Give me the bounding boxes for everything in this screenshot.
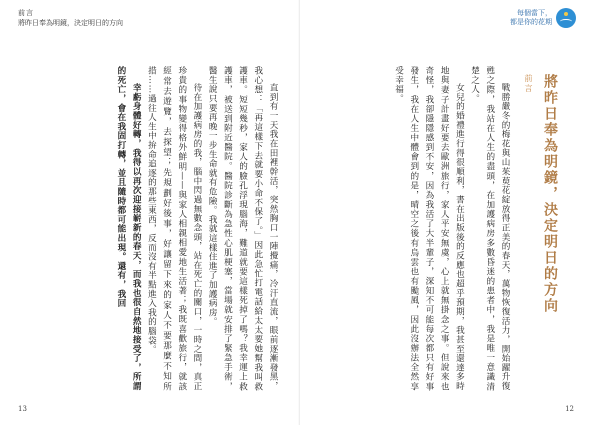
- running-header-category: 前言: [18, 9, 34, 17]
- running-header-line1: 每個當下，: [517, 9, 552, 17]
- chapter-title: 將昨日奉為明鏡，決定明日的方向: [542, 74, 558, 314]
- paragraph: 直到有一天我在田裡幹活，突然胸口一陣攪痛，冷汗直流，眼前逐漸發黑，我心想：「再這樣下去就要小命不保了。」因此急忙打電話給太太要她幫我叫救護車。短短幾秒，家人的臉孔浮現腦海，難道就要這樣死掉了嗎？我幸運上救護車，被送到附近醫院。醫院診斷為急性心肌梗塞，當場就安排了緊急手術，醫生說只要再晚一步生命就有危險。我就這樣住進了加護病房。: [207, 66, 278, 391]
- right-page-body: [306, 66, 512, 391]
- left-page-body: [30, 66, 280, 391]
- page-number-left: 13: [18, 405, 27, 413]
- running-header-text: [510, 9, 552, 27]
- paragraph-emphasis: 幸虧身體好轉，我得以再次迎接嶄新的春天，而我也很自然地接受了，所謂的死亡，會在我固打轉，並且隨時都可能出現。還有，我回: [115, 66, 142, 391]
- running-header-line2: 都是你的花期: [510, 18, 552, 26]
- paragraph: 戰勝嚴冬的梅花與山茱萸花綻放得正美的春天，萬物恢復活力，開始躍升復甦之際，我站在人生的盡頭，在加護病房多數昏迷的患者中，我是唯一意識清楚之人。: [469, 66, 510, 391]
- right-running-header: [510, 8, 576, 28]
- page-number-right: 12: [565, 405, 574, 413]
- chapter-label: 前言: [524, 74, 533, 94]
- bicycle-logo-icon: [556, 8, 576, 28]
- paragraph: 待在加護病房的我，腦中閃過無數念頭，站在死亡的關口，一時之間，真正珍貴的事物變得格外鮮明——與家人相親相愛地生活著；我既喜歡旅行，就該經常去遊覽，去探望；先規劃好後事，好讓留下來的家人不要那麼不知所措……過往人生中拚命追逐的那些東西，反而沒有半點進入我的腦袋。: [146, 66, 202, 391]
- running-header-title: 將昨日奉為明鏡，決定明日的方向: [18, 19, 123, 27]
- paragraph: 女兒的婚禮進行得很順利，書在出版後的反應也超乎預期，我甚至還達多時地與妻子計畫好要去歐洲旅行，家人平安無虞，心上就無掛念之事。但說來也奇怪，我卻隱隱感到不安，因為我活了大半輩子，深知不可能每次都只有好事發生，我在人生中體會到的是，晴空之後有烏雲也有颱風，因此沒辦法全然享受幸福。: [393, 66, 465, 391]
- left-running-header: [18, 8, 123, 28]
